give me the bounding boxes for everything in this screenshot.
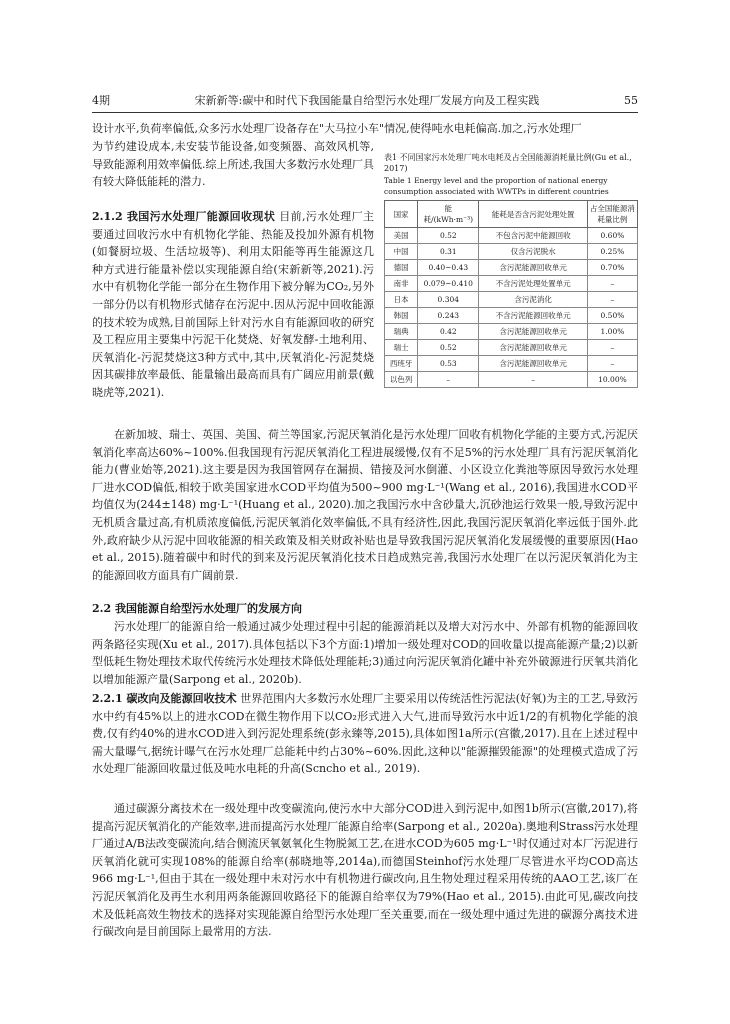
page-number: 55 [624, 93, 638, 107]
table-1 [384, 152, 638, 388]
cell: 韩国 [385, 308, 418, 324]
paragraph-intro-line: 设计水平,负荷率偏低,众多污水处理厂设备存在"大马拉小车"情况,使得吨水电耗偏高.加之,污水处理厂 [92, 122, 582, 135]
cell: 含污泥能源回收单元 [479, 340, 588, 356]
section-body-2-2-1: 世界范围内大多数污水处理厂主要采用以传统活性污泥法(好氧)为主的工艺,导致污水中约有45%以上的进水COD在微生物作用下以CO₂形式进入大气,进而导致污水中近1/2的有机物化学能的浪费,仅有约40%的进水COD进入到污泥处理系统(彭永臻等,2015),具体如图1a所示(宫徽,2017).且在上述过程中需大量曝气,据统计曝气在污水处理厂总能耗中约占30%~60%.因此,这种以"能源摧毁能源"的处理模式造成了污水处理厂能源回收量过低及吨水电耗的升高(Scncho et al., 2019). [92, 692, 639, 776]
cell: 0.40~0.43 [418, 260, 479, 276]
cell: 仅含污泥脱水 [479, 244, 588, 260]
section-heading-2-2: 2.2 我国能源自给型污水处理厂的发展方向 [92, 602, 302, 615]
cell: 0.243 [418, 308, 479, 324]
table-caption-en: Table 1 Energy level and the proportion of national energy consumption associated with WWTPs in different countries [384, 176, 609, 196]
paragraph-intro-continued: 为节约建设成本,未安装节能设备,如变频器、高效风机等,导致能源利用效率偏低.综上所述,我国大多数污水处理厂具有较大降低能耗的潜力. [92, 140, 374, 189]
table-row [385, 308, 638, 324]
cell: 0.079~0.410 [418, 276, 479, 292]
cell: 0.60% [587, 228, 637, 244]
cell: 0.31 [418, 244, 479, 260]
table-row [385, 260, 638, 276]
cell: 0.25% [587, 244, 637, 260]
table-row [385, 340, 638, 356]
cell: 中国 [385, 244, 418, 260]
table-row [385, 292, 638, 308]
cell: – [479, 372, 588, 388]
issue-number: 4期 [92, 94, 110, 107]
cell: – [587, 292, 637, 308]
table-row [385, 356, 638, 372]
cell: 0.52 [418, 228, 479, 244]
cell: 0.42 [418, 324, 479, 340]
cell: 含污泥能源回收单元 [479, 356, 588, 372]
table-row [385, 228, 638, 244]
running-header [92, 92, 638, 108]
cell: 瑞典 [385, 324, 418, 340]
cell: 1.00% [587, 324, 637, 340]
table-row [385, 372, 638, 388]
table-row [385, 324, 638, 340]
cell: 美国 [385, 228, 418, 244]
col-sludge: 能耗是否含污泥处理处置 [479, 201, 588, 228]
header-rule [92, 112, 638, 113]
section-2-1-2 [92, 208, 374, 402]
col-country: 国家 [385, 201, 418, 228]
paragraph-carbon-redirection: 通过碳源分离技术在一级处理中改变碳流向,使污水中大部分COD进入到污泥中,如图1b所示(宫徽,2017),将提高污泥厌氧消化的产能效率,进而提高污水处理厂能源自给率(Sarpong et al., 2020a).奥地利Strass污水处理厂通过A/B法改变碳流向,结合侧流厌氧氨氧化生物脱氮工艺,在进水COD为605 mg·L⁻¹时仅通过对本厂污泥进行厌氧消化就可实现108%的能源自给率(郝晓地等,2014a),而德国Steinhof污水处理厂尽管进水平均COD高达966 mg·L⁻¹,但由于其在一级处理中未对污水中有机物进行碳改向,且生物处理过程采用传统的AAO工艺,该厂在污泥厌氧消化及再生水利用两条能源回收路径下的能源自给率仅为79%(Hao et al., 2015).由此可见,碳改向技术及低耗高效生物技术的选择对实现能源自给型污水处理厂至关重要,而在一级处理中通过先进的碳源分离技术进行碳改向是目前国际上最常用的方法. [92, 802, 638, 939]
cell: 西班牙 [385, 356, 418, 372]
cell: 0.70% [587, 260, 637, 276]
table-caption-cn: 表1 不同国家污水处理厂吨水电耗及占全国能源消耗量比例(Gu et al., 2017) [384, 153, 632, 173]
table-row [385, 276, 638, 292]
paragraph-sludge-digestion: 在新加坡、瑞士、英国、美国、荷兰等国家,污泥厌氧消化是污水处理厂回收有机物化学能的主要方式,污泥厌氧消化率高达60%~100%.但我国现有污泥厌氧消化工程进展缓慢,仅有不足5%的污水处理厂具有污泥厌氧消化能力(曹业始等,2021).这主要是因为我国管网存在漏损、错接及河水倒灌、小区设立化粪池等原因导致污水处理厂进水COD偏低,相较于欧美国家进水COD平均值为500~900 mg·L⁻¹(Wang et al., 2016),我国进水COD平均值仅为(244±148) mg·L⁻¹(Huang et al., 2020).加之我国污水中含砂量大,沉砂池运行效果一般,导致污泥中无机质含量过高,有机质浓度偏低,污泥厌氧消化效率偏低,不具有经济性,因此,我国污泥厌氧消化率远低于国外.此外,政府缺少从污泥中回收能源的相关政策及相关财政补贴也是导致我国污泥厌氧消化发展缓慢的重要原因(Hao et al., 2015).随着碳中和时代的到来及污泥厌氧消化技术日趋成熟完善,我国污水处理厂在以污泥厌氧消化为主的能源回收方面具有广阔前景. [92, 428, 638, 582]
cell: 德国 [385, 260, 418, 276]
cell: 不含污泥处理处置单元 [479, 276, 588, 292]
cell: – [587, 276, 637, 292]
running-title: 宋新新等:碳中和时代下我国能量自给型污水处理厂发展方向及工程实践 [194, 94, 540, 107]
cell: – [587, 356, 637, 372]
cell: 0.53 [418, 356, 479, 372]
cell: – [418, 372, 479, 388]
cell: 0.304 [418, 292, 479, 308]
cell: 0.50% [587, 308, 637, 324]
cell: 含污泥能源回收单元 [479, 324, 588, 340]
cell: 10.00% [587, 372, 637, 388]
cell: 不包含污泥中能源回收 [479, 228, 588, 244]
cell: 不含污泥能源回收单元 [479, 308, 588, 324]
section-2-2-1 [92, 690, 638, 778]
energy-table [384, 200, 638, 388]
cell: 0.52 [418, 340, 479, 356]
table-header-row [385, 201, 638, 228]
cell: 以色列 [385, 372, 418, 388]
cell: 含污泥消化 [479, 292, 588, 308]
paragraph-energy-paths: 污水处理厂的能源自给一般通过减少处理过程中引起的能源消耗以及增大对污水中、外部有机物的能源回收两条路径实现(Xu et al., 2017).具体包括以下3个方面:1)增加一级处理对COD的回收量以提高能源产量;2)以新型低耗生物处理技术取代传统污水处理技术降低处理能耗;3)通过向污泥厌氧消化罐中补充外破源进行厌氧共消化以增加能源产量(Sarpong et al., 2020b). [92, 620, 638, 686]
table-row [385, 244, 638, 260]
cell: 南非 [385, 276, 418, 292]
section-body-2-1-2: 目前,污水处理厂主要通过回收污水中有机物化学能、热能及投加外源有机物(如餐厨垃圾、生活垃圾等)、利用太阳能等再生能源这几种方式进行能量补偿以实现能源自给(宋新新等,2021).污水中有机物化学能一部分在生物作用下被分解为CO₂,另外一部分仍以有机物形式储存在污泥中.因从污泥中回收能源的技术较为成熟,目前国际上针对污水自有能源回收的研究及工程应用主要集中污泥干化焚烧、好氧发酵-土地利用、厌氧消化-污泥焚烧这3种方式中,其中,厌氧消化-污泥焚烧因其碳排放率最低、能量输出最高而具有广阔应用前景(戴晓虎等,2021). [92, 210, 375, 399]
cell: 日本 [385, 292, 418, 308]
cell: 瑞士 [385, 340, 418, 356]
section-heading-2-1-2: 2.1.2 我国污水处理厂能源回收现状 [92, 210, 276, 223]
cell: 含污泥能源回收单元 [479, 260, 588, 276]
cell: – [587, 340, 637, 356]
col-energy: 能耗/(kWh·m⁻³) [418, 201, 479, 228]
section-heading-2-2-1: 2.2.1 碳改向及能源回收技术 [92, 692, 237, 705]
col-proportion: 占全国能源消耗量比例 [587, 201, 637, 228]
